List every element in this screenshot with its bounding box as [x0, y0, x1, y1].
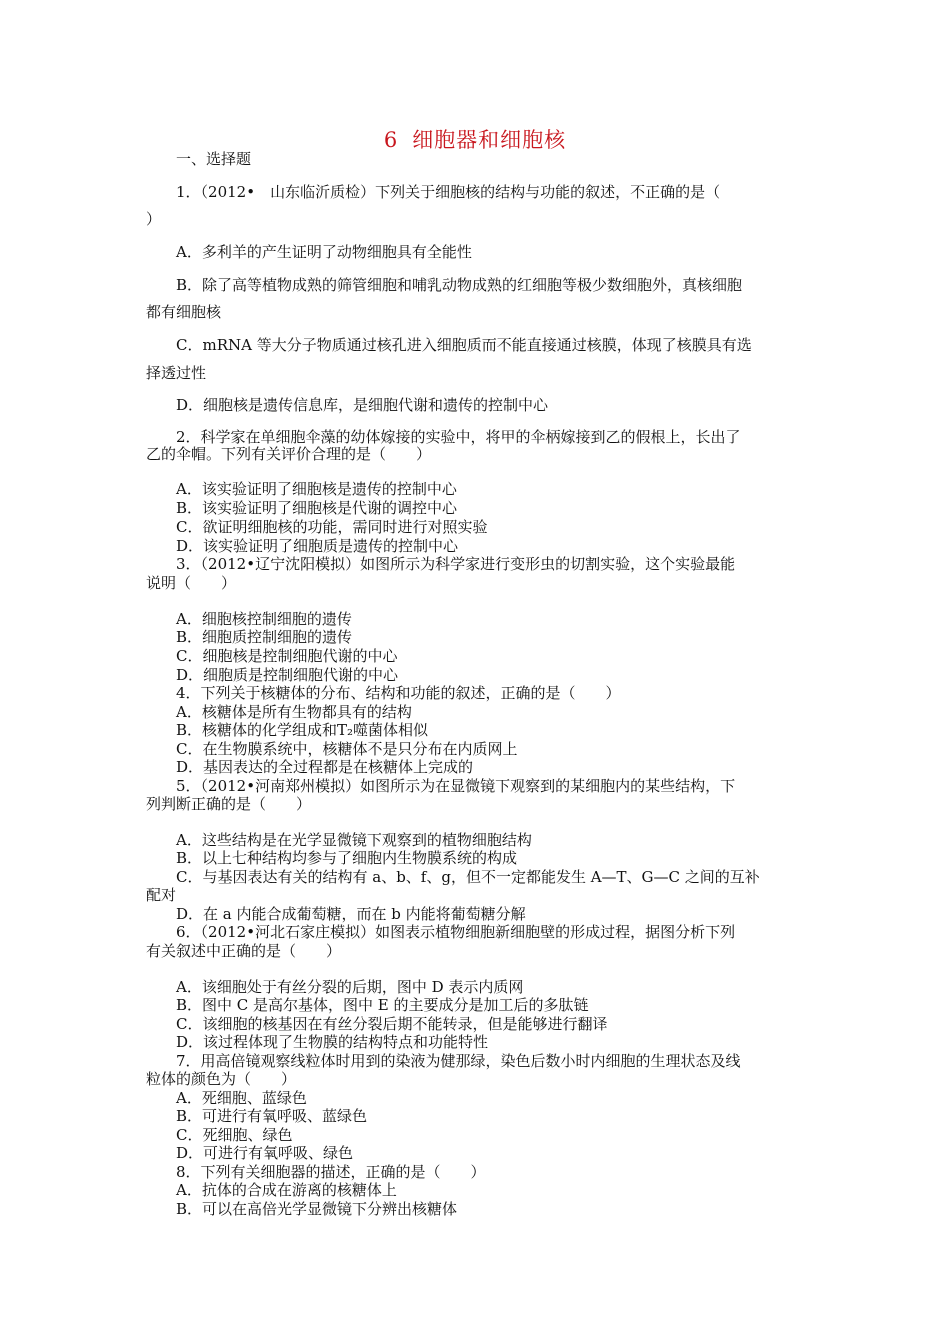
- text-line: A．抗体的合成在游离的核糖体上: [176, 1181, 397, 1199]
- text-line: D．可进行有氧呼吸、绿色: [176, 1144, 354, 1162]
- text-line: A．该细胞处于有丝分裂的后期，图中 D 表示内质网: [176, 978, 524, 996]
- text-line: 配对: [146, 886, 177, 904]
- text-line: 列判断正确的是（ ）: [146, 795, 312, 813]
- text-line: 乙的伞帽。下列有关评价合理的是（ ）: [146, 445, 432, 463]
- title-text: 细胞器和细胞核: [412, 128, 567, 152]
- text-line: C．死细胞、绿色: [176, 1126, 293, 1144]
- text-line: D．该过程体现了生物膜的结构特点和功能特性: [176, 1033, 489, 1051]
- text-line: D．该实验证明了细胞质是遗传的控制中心: [176, 537, 459, 555]
- text-line: B．以上七种结构均参与了细胞内生物膜系统的构成: [176, 849, 518, 867]
- text-line: ）: [146, 210, 162, 228]
- text-line: B．图中 C 是高尔基体，图中 E 的主要成分是加工后的多肽链: [176, 996, 589, 1014]
- text-line: 4．下列关于核糖体的分布、结构和功能的叙述，正确的是（ ）: [176, 684, 621, 702]
- text-line: B．除了高等植物成熟的筛管细胞和哺乳动物成熟的红细胞等极少数细胞外，真核细胞: [176, 276, 743, 294]
- text-line: A．死细胞、蓝绿色: [176, 1089, 307, 1107]
- text-line: 都有细胞核: [146, 303, 222, 321]
- text-line: C．与基因表达有关的结构有 a、b、f、g，但不一定都能发生 A—T、G—C 之间的互补: [176, 868, 760, 886]
- text-line: D．在 a 内能合成葡萄糖，而在 b 内能将葡萄糖分解: [176, 905, 526, 923]
- text-line: D．基因表达的全过程都是在核糖体上完成的: [176, 758, 474, 776]
- text-line: 粒体的颜色为（ ）: [146, 1070, 297, 1088]
- text-line: 有关叙述中正确的是（ ）: [146, 942, 342, 960]
- text-line: B．该实验证明了细胞核是代谢的调控中心: [176, 499, 458, 517]
- text-line: 说明（ ）: [146, 574, 237, 592]
- text-line: D．细胞质是控制细胞代谢的中心: [176, 666, 399, 684]
- text-line: B．核糖体的化学组成和T₂噬菌体相似: [176, 721, 429, 739]
- section-heading: 一、选择题: [176, 150, 252, 168]
- text-line: C．mRNA 等大分子物质通过核孔进入细胞质而不能直接通过核膜，体现了核膜具有选: [176, 336, 752, 354]
- text-line: 5．（2012•河南郑州模拟）如图所示为在显微镜下观察到的某细胞内的某些结构，下: [176, 777, 736, 795]
- text-line: A．该实验证明了细胞核是遗传的控制中心: [176, 480, 457, 498]
- text-line: A．核糖体是所有生物都具有的结构: [176, 703, 412, 721]
- text-line: B．可以在高倍光学显微镜下分辨出核糖体: [176, 1200, 458, 1218]
- text-line: 1．（2012• 山东临沂质检）下列关于细胞核的结构与功能的叙述，不正确的是（: [176, 183, 721, 201]
- text-line: 择透过性: [146, 364, 207, 382]
- text-line: B．细胞质控制细胞的遗传: [176, 628, 353, 646]
- page-title: [0, 124, 950, 154]
- text-line: 3．（2012•辽宁沈阳模拟）如图所示为科学家进行变形虫的切割实验，这个实验最能: [176, 555, 736, 573]
- text-line: C．该细胞的核基因在有丝分裂后期不能转录，但是能够进行翻译: [176, 1015, 608, 1033]
- text-line: 8．下列有关细胞器的描述，正确的是（ ）: [176, 1163, 486, 1181]
- text-line: C．细胞核是控制细胞代谢的中心: [176, 647, 398, 665]
- text-line: A．这些结构是在光学显微镜下观察到的植物细胞结构: [176, 831, 532, 849]
- text-line: A．多利羊的产生证明了动物细胞具有全能性: [176, 243, 472, 261]
- title-number: 6: [383, 128, 399, 152]
- text-line: C．欲证明细胞核的功能，需同时进行对照实验: [176, 518, 488, 536]
- text-line: A．细胞核控制细胞的遗传: [176, 610, 352, 628]
- text-line: 7．用高倍镜观察线粒体时用到的染液为健那绿，染色后数小时内细胞的生理状态及线: [176, 1052, 741, 1070]
- text-line: 6．（2012•河北石家庄模拟）如图表示植物细胞新细胞壁的形成过程，据图分析下列: [176, 923, 736, 941]
- text-line: 2．科学家在单细胞伞藻的幼体嫁接的实验中，将甲的伞柄嫁接到乙的假根上，长出了: [176, 428, 741, 446]
- text-line: C．在生物膜系统中，核糖体不是只分布在内质网上: [176, 740, 518, 758]
- text-line: B．可进行有氧呼吸、蓝绿色: [176, 1107, 368, 1125]
- text-line: D．细胞核是遗传信息库，是细胞代谢和遗传的控制中心: [176, 396, 549, 414]
